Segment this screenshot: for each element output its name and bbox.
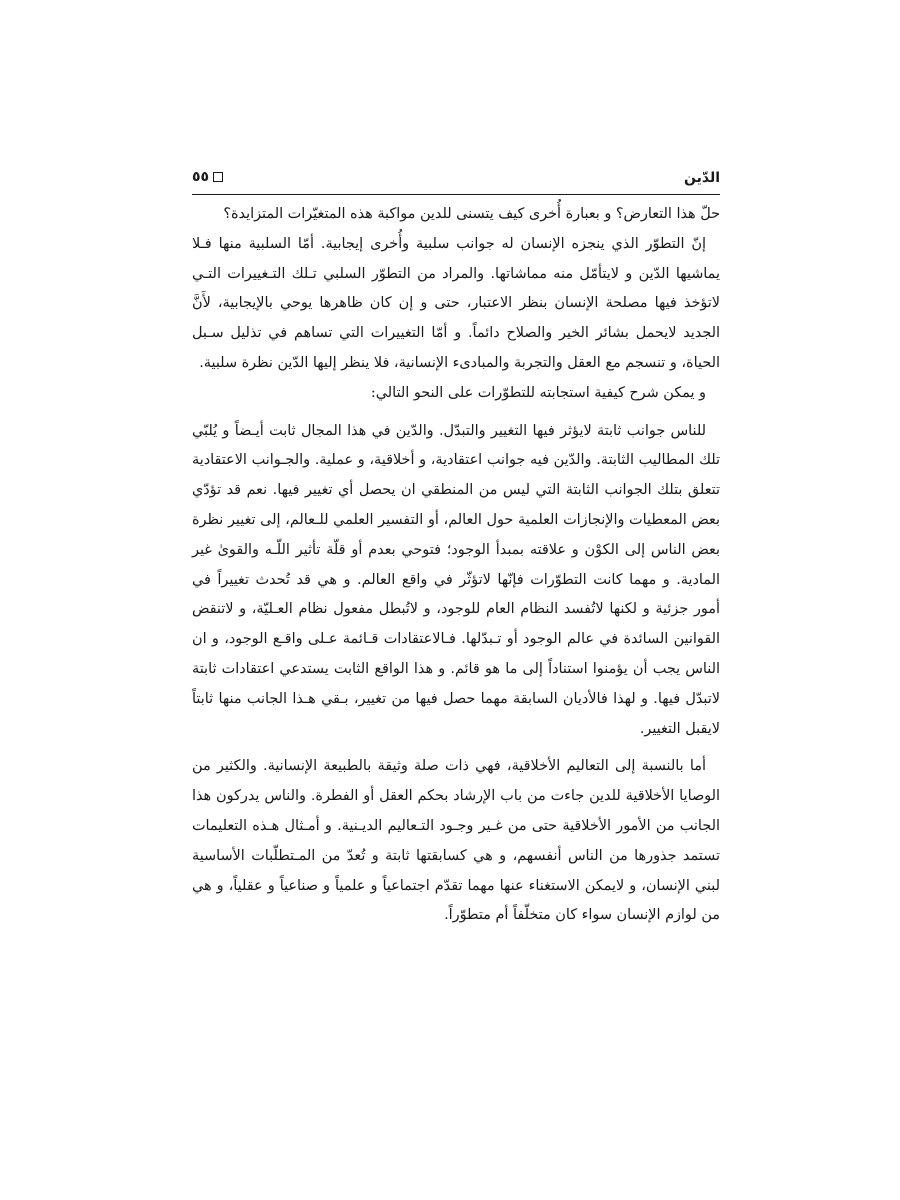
paragraph-4: للناس جوانب ثابتة لايؤثر فيها التغيير والتبدّل. والدّين في هذا المجال ثابت أيـضاً و يُلبّي تلك المطاليب الثابتة. والدّين فيه جوانب اعتقادية، و أخلاقية، و عملية. والجـوانب الاعتقادية تتعلق بتلك الجوانب الثابتة التي ليس من المنطقي ان يحصل أي تغيير فيها. نعم قد تؤدّي بعض المعطيات والإنجازات العلمية حول العالم، أو التفسير العلمي للـعالم، إلى تغيير نظرة بعض الناس إلى الكوْن و علاقته بمبدأ الوجود؛ فتوحي بعدم أو قلّة تأثير اللّـه والقوىٰ غير المادية. و مهما كانت التطوّرات فإنّها لاتؤثّر في واقع العالم. و هي قد تُحدث تغييراً في أمور جزئية و لكنها لاتُفسد النظام العام للوجود، و لاتُبطل مفعول نظام العـليّة، و لاتنقض القوانين السائدة في عالم الوجود أو تـبدّلها. فـالاعتقادات قـائمة عـلى واقـع الوجود، و ان الناس يجب أن يؤمنوا استناداً إلى ما هو قائم. و هذا الواقع الثابت يستدعي اعتقادات ثابتة لاتبدّل فيها. و لهذا فالأديان السابقة مهما حصل فيها من تغيير، بـقي هـذا الجانب منها ثابتاً لايقبل التغيير.: [192, 422, 720, 737]
page-number: ٥٥: [192, 169, 210, 185]
running-header: [192, 160, 720, 200]
square-outline-icon: [213, 172, 223, 182]
book-page: [192, 160, 720, 1060]
body-text: [192, 200, 720, 931]
paragraph-3: و يمكن شرح كيفية استجابته للتطوّرات على النحو التالي:: [370, 384, 706, 401]
paragraph-2: إنّ التطوّر الذي ينجزه الإنسان له جوانب سلبية وأُخرى إيجابية. أمّا السلبية منها فـلا يماشيها الدّين و لايتأمّل منه مماشاتها. والمراد من التطوّر السلبي تـلك التـغييرات التـي لاتؤخذ فيها مصلحة الإنسان بنظر الاعتبار، حتى و إن كان ظاهرها يوحي بالإيجابية، لأَنَّ الجديد لايحمل بشائر الخير والصلاح دائماً. و أمّا التغييرات التي تساهم في تذليل سـبل الحياة، و تنسجم مع العقل والتجربة والمبادىء الإنسانية، فلا ينظر إليها الدّين نظرة سلبية.: [192, 235, 720, 371]
running-title: الدّين: [684, 170, 720, 186]
page-number-group: [192, 169, 223, 185]
paragraph-1: حلّ هذا التعارض؟ و بعبارة أُخرى كيف يتسنى للدين مواكبة هذه المتغيّرات المتزايدة؟: [223, 206, 720, 222]
paragraph-5: أما بالنسبة إلى التعاليم الأخلاقية، فهي ذات صلة وثيقة بالطبيعة الإنسانية. والكثير من الوصايا الأخلاقية للدين جاءت من باب الإرشاد بحكم العقل أو الفطرة. والناس يدركون هذا الجانب من الأمور الأخلاقية حتى من غـير وجـود التـعاليم الديـنية. و أمـثال هـذه التعليمات تستمد جذورها من الناس أنفسهم، و هي كسابقتها ثابتة و تُعدّ من المـتطلّبات الأساسية لبني الإنسان، و لايمكن الاستغناء عنها مهما تقدّم اجتماعياً و علمياً و صناعياً و عقلياً، و هي من لوازم الإنسان سواء كان متخلّفاً أم متطوّراً.: [192, 758, 720, 924]
header-rule: [192, 194, 720, 195]
